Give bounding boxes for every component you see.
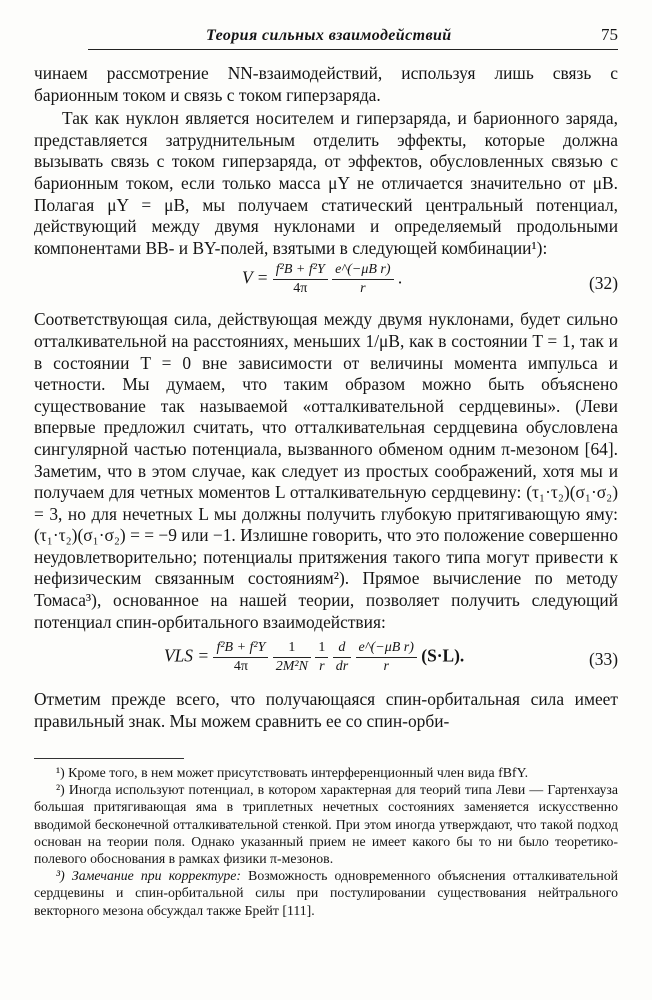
eq32-label: (32)	[589, 273, 618, 294]
paragraph-1: чинаем рассмотрение NN-взаимодействий, используя лишь связь с барионным током и связь с током гиперзаряда.	[34, 63, 618, 105]
header-title: Теория сильных взаимодействий	[206, 27, 452, 44]
running-header	[88, 27, 618, 50]
eq32-frac1: $\frac{\text{f²B + f²Y}}{4\pi}$	[273, 261, 328, 298]
footnote-rule	[34, 758, 184, 759]
paragraph-2: Так как нуклон является носителем и гиперзаряда, и барионного заряда, представляется затруднительным отделить эффекты, которые должна вызывать связь с током гиперзаряда, от эффектов, обусловленных связью с барионным током, если только масса μY не отличается значительно от μB. Полагая μY = μB, мы получаем статический центральный потенциал, действующий между двумя нуклонами и определяемый продольными компонентами BB- и BY-полей, взятыми в следующей комбинации¹):	[34, 108, 618, 258]
equation-33: VLS = $\frac{\text{f²B + f²Y}}{4\pi}$ $\frac{1}{\text{2M²N}}$ $\frac{1}{r}$ $\frac{d}{dr}$ $\frac{\text{e\textasciicircum{}(−μB r)}}{r}$ (S·L). (33)	[164, 640, 618, 675]
main-text	[34, 63, 618, 732]
eq33-lhs: VLS =	[164, 645, 210, 666]
eq32-lhs: V =	[242, 267, 269, 288]
paragraph-4: Отметим прежде всего, что получающаяся спин-орбитальная сила имеет правильный знак. Мы можем сравнить ее со спин-орби-	[34, 689, 618, 731]
page-number: 75	[601, 25, 618, 44]
footnotes	[34, 764, 618, 919]
footnote-3: ³) Замечание при корректуре: Возможность одновременного объяснения отталкивательной сердцевины и спин-орбитальной силы при постулировании существования нейтрального векторного мезона обсуждал также Брейт [111].	[34, 868, 618, 918]
footnote-2: ²) Иногда используют потенциал, в котором характерная для теорий типа Леви — Гартенхауза большая притягивающая яма в триплетных нечетных состояниях заменяется искусственно вводимой бесконечной отталкивательной стенкой. При этом иногда утверждают, что такой подход основан на теории поля. Однако указанный прием не имеет какого бы то ни было теоретико-полевого обоснования в рамках физики π-мезонов.	[34, 782, 618, 867]
footnote-1: ¹) Кроме того, в нем может присутствовать интерференционный член вида fBfY.	[56, 765, 529, 780]
eq33-label: (33)	[589, 649, 618, 670]
eq32-frac2: $\frac{\text{e\textasciicircum{}(−μB r)}}{r}$	[332, 261, 393, 298]
equation-32: V = $\frac{\text{f²B + f²Y}}{4\pi}$ $\frac{\text{e\textasciicircum{}(−μB r)}}{r}$ . (32)	[242, 262, 618, 297]
paragraph-3: Соответствующая сила, действующая между двумя нуклонами, будет сильно отталкивательной на расстояниях, меньших 1/μB, как в состоянии T = 1, так и в состоянии T = 0 вне зависимости от величины момента импульса и четности. Мы думаем, что таким образом можно быть объяснено существование так называемой «отталкивательной сердцевины». (Леви впервые предложил считать, что отталкивательная сердцевина обусловлена сингулярной частью потенциала, вызванного обменом одним π-мезоном [64]. Заметим, что в этом случае, как следует из простых соображений, хотя мы и получаем для четных моментов L отталкивательную сердцевину: (τ₁·τ₂)(σ₁·σ₂) = 3, но для нечетных L мы должны получить глубокую притягивающую яму: (τ₁·τ₂)(σ₁·σ₂) = = −9 или −1. Излишне говорить, что это положение совершенно неудовлетворительно; потенциалы притяжения такого типа могут привести к нефизическим связанным состояниям²). Прямое вычисление по методу Томаса³), основанное на нашей теории, позволяет получить следующий потенциал спин-орбитального взаимодействия:	[34, 309, 618, 632]
